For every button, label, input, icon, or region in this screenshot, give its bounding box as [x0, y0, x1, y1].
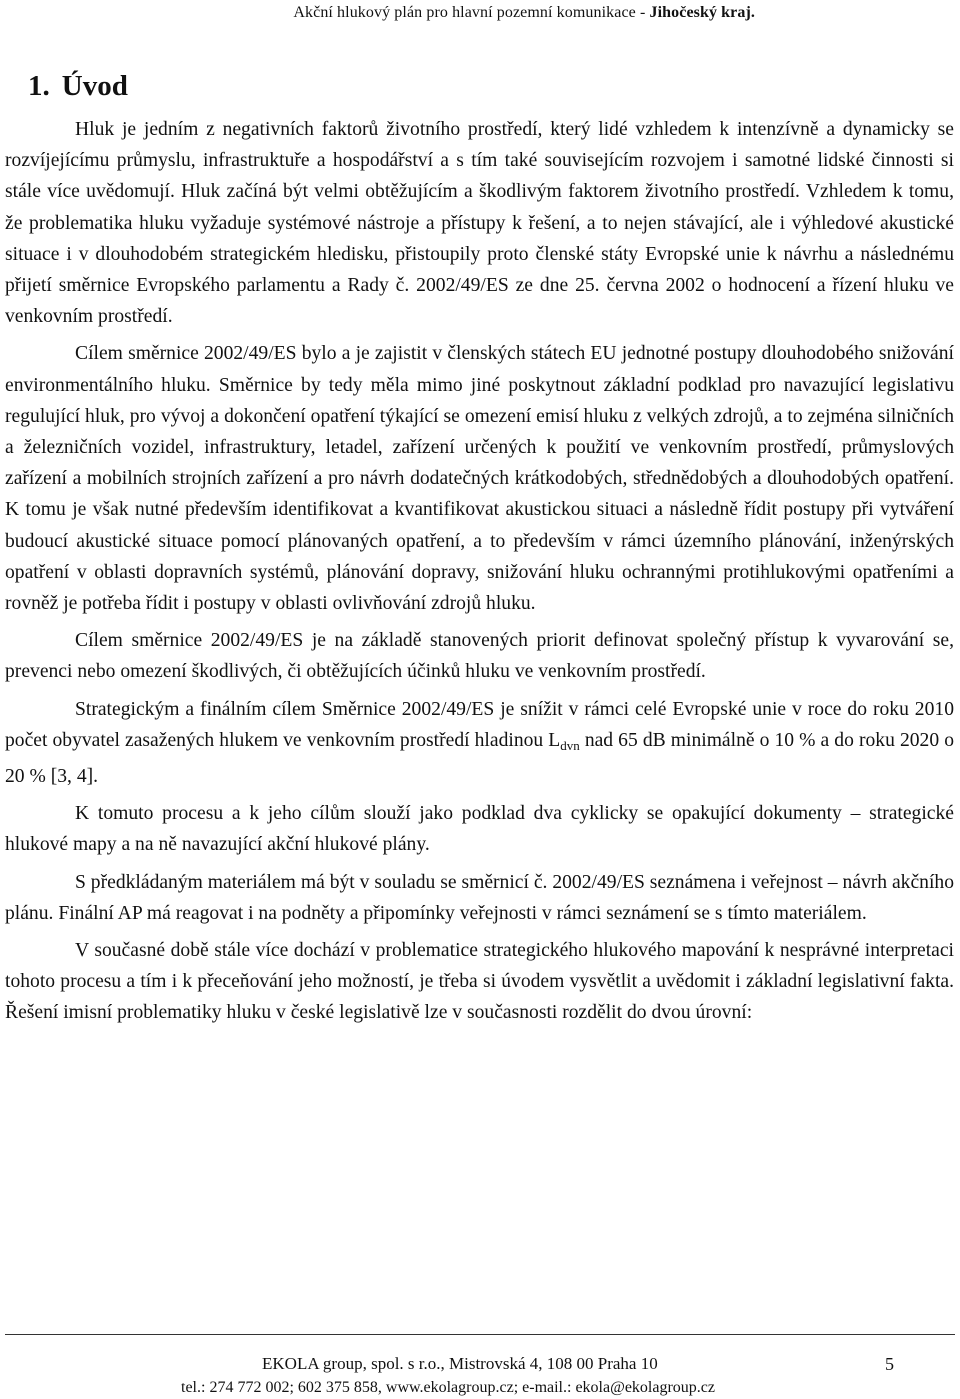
- paragraph-4-part-b: nad 65 dB minimálně o 10 % a do roku 2020 o 20 % [3, 4].: [5, 729, 954, 788]
- paragraph-6: S předkládaným materiálem má být v souladu se směrnicí č. 2002/49/ES seznámena i veřejnost – návrh akčního plánu. Finální AP má reagovat i na podněty a připomínky veřejnosti v rámci seznámení se s tímto materiálem.: [5, 871, 954, 924]
- page-number: 5: [885, 1354, 894, 1374]
- footer-address: EKOLA group, spol. s r.o., Mistrovská 4, 108 00 Praha 10: [262, 1354, 658, 1373]
- paragraph-7: V současné době stále více dochází v problematice strategického hlukového mapování k nesprávné interpretaci tohoto procesu a tím i k přeceňování jeho možností, je třeba si úvodem vysvětlit a uvědomit i základní legislativní fakta. Řešení imisní problematiky hluku v české legislativě lze v současnosti rozdělit do dvou úrovní:: [5, 940, 954, 1024]
- paragraph-4: [5, 694, 954, 793]
- paragraph-5: K tomuto procesu a k jeho cílům slouží jako podklad dva cyklicky se opakující dokumenty – strategické hlukové mapy a na ně navazující akční hlukové plány.: [5, 803, 954, 856]
- paragraph-4-part-a: Strategickým a finálním cílem Směrnice 2002/49/ES je snížit v rámci celé Evropské unie v roce do roku 2010 počet obyvatel zasažených hlukem ve venkovním prostředí hladinou L: [5, 698, 954, 751]
- section-heading: [28, 70, 128, 103]
- paragraph-3: Cílem směrnice 2002/49/ES je na základě stanovených priorit definovat společný přístup k vyvarování se, prevenci nebo omezení škodlivých, či obtěžujících účinků hluku ve venkovním prostředí.: [5, 630, 954, 683]
- section-title: Úvod: [61, 70, 128, 102]
- level-subscript: dvn: [560, 737, 580, 753]
- header-region: Jihočeský kraj.: [649, 4, 755, 21]
- running-header: [293, 4, 755, 22]
- section-number: 1.: [28, 70, 50, 102]
- paragraph-1: Hluk je jedním z negativních faktorů životního prostředí, který lidé vzhledem k intenzívně a dynamicky se rozvíjejícímu průmyslu, infrastruktuře a hospodářství a s tím také souvisejícím rozvojem i samotné lidské činnosti si stále více uvědomují. Hluk začíná být velmi obtěžujícím a škodlivým faktorem životního prostředí. Vzhledem k tomu, že problematika hluku vyžaduje systémové nástroje a přístupy k řešení, a to nejen stávající, ale i výhledové akustické situace i v dlouhodobém strategickém hledisku, přistoupily proto členské státy Evropské unie k návrhu a následnému přijetí směrnice Evropského parlamentu a Rady č. 2002/49/ES ze dne 25. června 2002 o hodnocení a řízení hluku ve venkovním prostředí.: [5, 119, 954, 328]
- body-text: [5, 114, 954, 1029]
- footer-divider: [5, 1334, 955, 1335]
- paragraph-2: Cílem směrnice 2002/49/ES bylo a je zajistit v členských státech EU jednotné postupy dlouhodobého snižování environmentálního hluku. Směrnice by tedy měla mimo jiné poskytnout základní podklad pro navazující legislativu regulující hluk, pro vývoj a dokončení opatření týkající se omezení emisí hluku z velkých zdrojů, a to zejména silničních a železničních vozidel, infrastruktury, letadel, zařízení určených k použití ve venkovním prostředí, průmyslových zařízení a mobilních strojních zařízení a pro návrh dodatečných krátkodobých, střednědobých a dlouhodobých opatření. K tomu je však nutné především identifikovat a kvantifikovat akustickou situaci a následně řídit postupy při vytváření budoucí akustické situace pomocí plánovaných opatření, a to především v rámci územního plánování, inženýrských opatření v oblasti dopravních systémů, plánování dopravy, snižování hluku ochrannými protihlukovými opatřeními a rovněž je potřeba řídit i postupy v oblasti ovlivňování zdrojů hluku.: [5, 343, 954, 615]
- footer-contact: tel.: 274 772 002; 602 375 858, www.ekolagroup.cz; e-mail.: ekola@ekolagroup.cz: [181, 1379, 716, 1396]
- header-title: Akční hlukový plán pro hlavní pozemní komunikace -: [293, 4, 650, 21]
